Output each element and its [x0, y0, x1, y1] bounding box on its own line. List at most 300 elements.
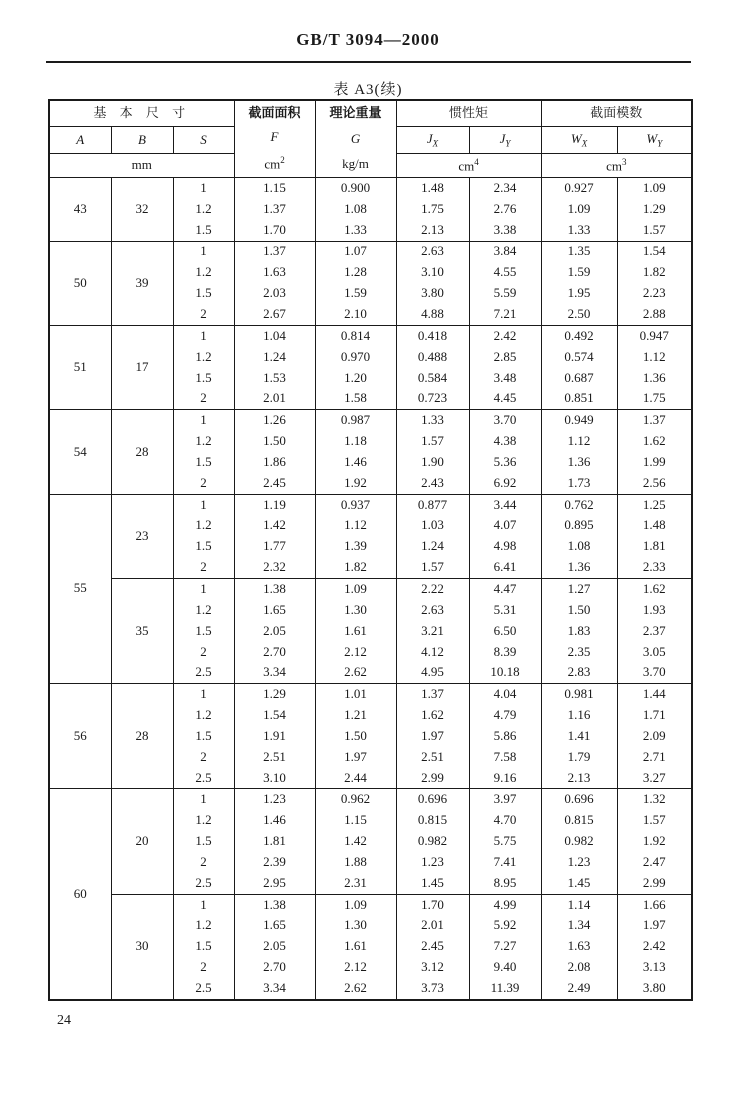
cell-Wx: 1.95: [541, 283, 617, 304]
header-modulus: 截面模数: [541, 100, 692, 127]
cell-G: 1.28: [315, 262, 396, 283]
cell-A: 54: [49, 410, 111, 494]
cell-Jx: 1.48: [396, 178, 469, 199]
cell-F: 1.42: [234, 516, 315, 537]
cell-S: 1.2: [173, 431, 234, 452]
cell-Wx: 0.982: [541, 831, 617, 852]
cell-F: 1.29: [234, 684, 315, 705]
cell-Jx: 2.22: [396, 579, 469, 600]
cell-Wy: 1.29: [617, 199, 692, 220]
cell-G: 0.987: [315, 410, 396, 431]
cell-Wx: 1.14: [541, 894, 617, 915]
cell-Wx: 1.36: [541, 452, 617, 473]
cell-Wx: 0.762: [541, 494, 617, 515]
cell-Jy: 5.86: [469, 726, 541, 747]
cell-Jy: 9.16: [469, 768, 541, 789]
cell-Jx: 1.57: [396, 431, 469, 452]
cell-Wy: 1.66: [617, 894, 692, 915]
cell-Jy: 2.34: [469, 178, 541, 199]
cell-Jy: 7.41: [469, 852, 541, 873]
cell-F: 1.37: [234, 199, 315, 220]
cell-S: 2: [173, 557, 234, 578]
cell-Wx: 1.41: [541, 726, 617, 747]
cell-G: 1.39: [315, 536, 396, 557]
cell-G: 1.33: [315, 220, 396, 241]
cell-Wy: 1.92: [617, 831, 692, 852]
cell-Jy: 2.85: [469, 347, 541, 368]
cell-Jx: 2.43: [396, 473, 469, 494]
header-area: [234, 100, 315, 178]
cell-S: 1.5: [173, 536, 234, 557]
cell-Jy: 3.84: [469, 241, 541, 262]
cell-Jx: 1.70: [396, 894, 469, 915]
cell-S: 1.5: [173, 726, 234, 747]
cell-F: 2.32: [234, 557, 315, 578]
cell-Wy: 2.09: [617, 726, 692, 747]
table-header: [49, 100, 692, 178]
cell-F: 3.10: [234, 768, 315, 789]
cell-S: 2: [173, 747, 234, 768]
cell-G: 2.12: [315, 642, 396, 663]
header-weight-symbol: G: [350, 130, 361, 146]
cell-Wx: 1.34: [541, 916, 617, 937]
cell-Wy: 2.42: [617, 936, 692, 957]
header-unit-cm4: $cm^4$: [396, 154, 541, 178]
cell-Wx: 0.895: [541, 516, 617, 537]
cell-Jx: 1.33: [396, 410, 469, 431]
header-col-B: B: [111, 127, 173, 154]
cell-F: 2.51: [234, 747, 315, 768]
header-unit-cm3: $cm^3$: [541, 154, 692, 178]
cell-G: 1.61: [315, 621, 396, 642]
cell-F: 1.86: [234, 452, 315, 473]
cell-S: 1.2: [173, 516, 234, 537]
cell-F: 1.70: [234, 220, 315, 241]
cell-Jx: 1.62: [396, 705, 469, 726]
table-row: [49, 789, 692, 810]
cell-Wx: 0.574: [541, 347, 617, 368]
cell-Wy: 2.23: [617, 283, 692, 304]
cell-S: 2: [173, 957, 234, 978]
cell-Jy: 3.44: [469, 494, 541, 515]
header-unit-mm: mm: [49, 154, 234, 178]
cell-B: 30: [111, 894, 173, 1000]
cell-F: 1.15: [234, 178, 315, 199]
cell-G: 1.92: [315, 473, 396, 494]
cell-G: 2.31: [315, 873, 396, 894]
cell-S: 1.2: [173, 916, 234, 937]
cell-Jx: 1.24: [396, 536, 469, 557]
cell-Jy: 4.04: [469, 684, 541, 705]
table-row: [49, 410, 692, 431]
cell-Wx: 0.949: [541, 410, 617, 431]
cell-Jy: 5.75: [469, 831, 541, 852]
cell-S: 1: [173, 325, 234, 346]
cell-Wy: 1.62: [617, 579, 692, 600]
table-caption: 表 A3(续): [333, 82, 403, 98]
cell-F: 2.05: [234, 936, 315, 957]
title-rule: [46, 61, 691, 63]
cell-Jx: 3.10: [396, 262, 469, 283]
cell-F: 1.23: [234, 789, 315, 810]
cell-Jx: 1.45: [396, 873, 469, 894]
cell-Wy: 3.05: [617, 642, 692, 663]
cell-Wy: 1.37: [617, 410, 692, 431]
cell-Wx: 1.63: [541, 936, 617, 957]
cell-F: 2.01: [234, 388, 315, 409]
cell-G: 1.01: [315, 684, 396, 705]
cell-S: 1: [173, 241, 234, 262]
cell-Jy: 5.92: [469, 916, 541, 937]
cell-Wy: 1.09: [617, 178, 692, 199]
cell-G: 0.900: [315, 178, 396, 199]
cell-G: 2.62: [315, 978, 396, 1000]
cell-Wy: 0.947: [617, 325, 692, 346]
cell-Jy: 11.39: [469, 978, 541, 1000]
header-inertia: 惯性矩: [396, 100, 541, 127]
cell-S: 2: [173, 473, 234, 494]
header-area-symbol: F: [270, 129, 279, 145]
cell-A: 43: [49, 178, 111, 242]
cell-S: 2: [173, 388, 234, 409]
cell-Wx: 0.687: [541, 368, 617, 389]
cell-Wy: 2.47: [617, 852, 692, 873]
cell-F: 1.91: [234, 726, 315, 747]
cell-Jy: 5.31: [469, 600, 541, 621]
cell-Wy: 1.25: [617, 494, 692, 515]
cell-Wy: 2.71: [617, 747, 692, 768]
cell-A: 50: [49, 241, 111, 325]
cell-Jy: 4.07: [469, 516, 541, 537]
cell-Jy: 4.47: [469, 579, 541, 600]
cell-S: 1.2: [173, 810, 234, 831]
cell-Jy: 4.79: [469, 705, 541, 726]
cell-S: 1: [173, 494, 234, 515]
cell-S: 1.5: [173, 452, 234, 473]
cell-S: 1: [173, 684, 234, 705]
cell-F: 1.77: [234, 536, 315, 557]
cell-Jx: 0.696: [396, 789, 469, 810]
section-dimension-table: [48, 99, 693, 1001]
cell-F: 2.39: [234, 852, 315, 873]
cell-S: 2.5: [173, 662, 234, 683]
cell-F: 2.05: [234, 621, 315, 642]
cell-Wy: 1.57: [617, 810, 692, 831]
cell-G: 1.09: [315, 894, 396, 915]
cell-Wx: 2.49: [541, 978, 617, 1000]
cell-Wy: 3.27: [617, 768, 692, 789]
cell-Wx: 0.492: [541, 325, 617, 346]
cell-Jx: 3.21: [396, 621, 469, 642]
cell-Wx: 1.23: [541, 852, 617, 873]
cell-Jx: 2.45: [396, 936, 469, 957]
header-col-Jy: $J_Y$: [469, 127, 541, 154]
cell-Wy: 1.99: [617, 452, 692, 473]
cell-Jx: 2.99: [396, 768, 469, 789]
cell-Wx: 1.79: [541, 747, 617, 768]
table-body: [49, 178, 692, 1000]
cell-Jx: 1.97: [396, 726, 469, 747]
cell-S: 2: [173, 304, 234, 325]
cell-Wx: 1.09: [541, 199, 617, 220]
cell-Wy: 1.71: [617, 705, 692, 726]
cell-B: 32: [111, 178, 173, 242]
cell-Wx: 0.851: [541, 388, 617, 409]
header-area-unit: $cm^2$: [264, 154, 285, 172]
cell-S: 1.2: [173, 600, 234, 621]
cell-G: 1.42: [315, 831, 396, 852]
cell-F: 1.46: [234, 810, 315, 831]
cell-Wx: 1.36: [541, 557, 617, 578]
cell-B: 39: [111, 241, 173, 325]
cell-S: 1.5: [173, 283, 234, 304]
cell-F: 3.34: [234, 662, 315, 683]
cell-F: 1.38: [234, 894, 315, 915]
cell-Wx: 2.08: [541, 957, 617, 978]
cell-F: 1.50: [234, 431, 315, 452]
cell-S: 2.5: [173, 978, 234, 1000]
cell-G: 2.62: [315, 662, 396, 683]
cell-B: 20: [111, 789, 173, 894]
cell-G: 2.10: [315, 304, 396, 325]
cell-Jx: 0.584: [396, 368, 469, 389]
cell-Jy: 5.36: [469, 452, 541, 473]
table-row: [49, 325, 692, 346]
cell-G: 1.21: [315, 705, 396, 726]
cell-Jx: 0.723: [396, 388, 469, 409]
cell-Wy: 1.32: [617, 789, 692, 810]
cell-S: 1.5: [173, 220, 234, 241]
cell-Wx: 1.12: [541, 431, 617, 452]
cell-S: 2.5: [173, 768, 234, 789]
cell-Jy: 4.70: [469, 810, 541, 831]
cell-Wx: 1.50: [541, 600, 617, 621]
cell-Wx: 1.59: [541, 262, 617, 283]
cell-G: 2.12: [315, 957, 396, 978]
cell-A: 55: [49, 494, 111, 684]
cell-G: 0.970: [315, 347, 396, 368]
cell-G: 1.30: [315, 600, 396, 621]
cell-Jx: 0.982: [396, 831, 469, 852]
cell-Wy: 1.36: [617, 368, 692, 389]
standard-code: GB/T 3094—2000: [296, 30, 440, 49]
cell-Jy: 2.42: [469, 325, 541, 346]
cell-Jx: 3.73: [396, 978, 469, 1000]
cell-G: 2.44: [315, 768, 396, 789]
cell-Jy: 3.38: [469, 220, 541, 241]
cell-Wy: 2.88: [617, 304, 692, 325]
cell-G: 1.30: [315, 916, 396, 937]
cell-G: 0.962: [315, 789, 396, 810]
cell-G: 1.97: [315, 747, 396, 768]
cell-Wy: 1.82: [617, 262, 692, 283]
cell-Wx: 1.35: [541, 241, 617, 262]
cell-G: 1.12: [315, 516, 396, 537]
cell-Wx: 0.696: [541, 789, 617, 810]
cell-S: 1.2: [173, 347, 234, 368]
cell-G: 1.59: [315, 283, 396, 304]
cell-Wy: 2.56: [617, 473, 692, 494]
cell-Jx: 0.418: [396, 325, 469, 346]
cell-Wx: 1.83: [541, 621, 617, 642]
cell-G: 1.15: [315, 810, 396, 831]
cell-Wx: 2.35: [541, 642, 617, 663]
cell-Jy: 4.45: [469, 388, 541, 409]
table-row: [49, 241, 692, 262]
cell-S: 1: [173, 579, 234, 600]
cell-Jy: 3.70: [469, 410, 541, 431]
cell-F: 1.63: [234, 262, 315, 283]
cell-Wy: 3.80: [617, 978, 692, 1000]
cell-Wx: 1.27: [541, 579, 617, 600]
cell-Jx: 2.63: [396, 241, 469, 262]
cell-G: 1.58: [315, 388, 396, 409]
cell-F: 1.19: [234, 494, 315, 515]
cell-Wy: 1.54: [617, 241, 692, 262]
cell-Jy: 7.58: [469, 747, 541, 768]
cell-B: 28: [111, 684, 173, 789]
cell-A: 60: [49, 789, 111, 1000]
cell-F: 1.65: [234, 600, 315, 621]
cell-Wx: 0.927: [541, 178, 617, 199]
cell-B: 35: [111, 579, 173, 684]
cell-A: 51: [49, 325, 111, 409]
cell-G: 1.82: [315, 557, 396, 578]
cell-Jx: 4.12: [396, 642, 469, 663]
cell-G: 1.61: [315, 936, 396, 957]
cell-G: 1.07: [315, 241, 396, 262]
cell-S: 1.2: [173, 199, 234, 220]
cell-Jy: 4.98: [469, 536, 541, 557]
cell-Jy: 7.21: [469, 304, 541, 325]
table-row: [49, 178, 692, 199]
cell-Wy: 2.33: [617, 557, 692, 578]
cell-S: 1: [173, 178, 234, 199]
cell-Wy: 2.37: [617, 621, 692, 642]
cell-Jx: 2.01: [396, 916, 469, 937]
cell-G: 1.08: [315, 199, 396, 220]
cell-Jx: 4.95: [396, 662, 469, 683]
header-col-A: A: [49, 127, 111, 154]
cell-Jx: 0.877: [396, 494, 469, 515]
cell-Jy: 9.40: [469, 957, 541, 978]
cell-G: 1.20: [315, 368, 396, 389]
cell-Wy: 1.97: [617, 916, 692, 937]
cell-Wy: 3.70: [617, 662, 692, 683]
cell-Wx: 1.73: [541, 473, 617, 494]
cell-Jy: 6.41: [469, 557, 541, 578]
cell-Jx: 0.815: [396, 810, 469, 831]
cell-F: 1.24: [234, 347, 315, 368]
cell-Wx: 2.13: [541, 768, 617, 789]
header-basic-dims: 基 本 尺 寸: [49, 100, 234, 127]
cell-G: 1.88: [315, 852, 396, 873]
cell-Jx: 1.90: [396, 452, 469, 473]
cell-Wy: 1.12: [617, 347, 692, 368]
cell-Wy: 1.93: [617, 600, 692, 621]
cell-Wy: 1.57: [617, 220, 692, 241]
cell-Jx: 2.63: [396, 600, 469, 621]
table-row: [49, 494, 692, 515]
cell-F: 2.95: [234, 873, 315, 894]
cell-F: 2.67: [234, 304, 315, 325]
cell-Wx: 0.981: [541, 684, 617, 705]
cell-G: 1.46: [315, 452, 396, 473]
cell-Jy: 7.27: [469, 936, 541, 957]
cell-Jy: 6.50: [469, 621, 541, 642]
header-weight: [315, 100, 396, 178]
cell-S: 1.5: [173, 621, 234, 642]
cell-F: 2.70: [234, 642, 315, 663]
header-col-Wy: $W_Y$: [617, 127, 692, 154]
cell-B: 23: [111, 494, 173, 578]
cell-Jx: 2.51: [396, 747, 469, 768]
cell-S: 1: [173, 789, 234, 810]
cell-B: 28: [111, 410, 173, 494]
cell-S: 1.2: [173, 705, 234, 726]
cell-S: 2: [173, 642, 234, 663]
cell-Wy: 1.44: [617, 684, 692, 705]
header-col-S: S: [173, 127, 234, 154]
cell-Jx: 4.88: [396, 304, 469, 325]
cell-Jx: 1.57: [396, 557, 469, 578]
cell-Jy: 5.59: [469, 283, 541, 304]
cell-Jx: 1.03: [396, 516, 469, 537]
cell-Wx: 1.16: [541, 705, 617, 726]
cell-Jx: 2.13: [396, 220, 469, 241]
cell-F: 1.65: [234, 916, 315, 937]
cell-Jx: 0.488: [396, 347, 469, 368]
table-row: [49, 579, 692, 600]
cell-G: 1.18: [315, 431, 396, 452]
header-col-Jx: $J_X$: [396, 127, 469, 154]
cell-F: 1.37: [234, 241, 315, 262]
cell-F: 1.26: [234, 410, 315, 431]
cell-G: 1.09: [315, 579, 396, 600]
cell-F: 2.03: [234, 283, 315, 304]
table-row: [49, 894, 692, 915]
header-weight-unit: kg/m: [342, 155, 369, 171]
cell-B: 17: [111, 325, 173, 409]
cell-F: 1.53: [234, 368, 315, 389]
cell-Wy: 1.62: [617, 431, 692, 452]
cell-S: 1.2: [173, 262, 234, 283]
table-row: [49, 684, 692, 705]
cell-Wx: 2.50: [541, 304, 617, 325]
cell-F: 1.04: [234, 325, 315, 346]
cell-F: 2.70: [234, 957, 315, 978]
cell-Jy: 8.39: [469, 642, 541, 663]
cell-Wx: 1.33: [541, 220, 617, 241]
cell-F: 1.81: [234, 831, 315, 852]
cell-Jx: 1.23: [396, 852, 469, 873]
cell-Jx: 3.80: [396, 283, 469, 304]
cell-Jy: 10.18: [469, 662, 541, 683]
cell-S: 2.5: [173, 873, 234, 894]
cell-Wy: 3.13: [617, 957, 692, 978]
cell-S: 1.5: [173, 368, 234, 389]
cell-G: 0.814: [315, 325, 396, 346]
cell-Jy: 8.95: [469, 873, 541, 894]
header-area-title: 截面面积: [248, 104, 301, 120]
cell-Wx: 1.08: [541, 536, 617, 557]
cell-Wx: 2.83: [541, 662, 617, 683]
cell-A: 56: [49, 684, 111, 789]
cell-Jy: 3.48: [469, 368, 541, 389]
cell-Jy: 4.99: [469, 894, 541, 915]
cell-Jy: 4.55: [469, 262, 541, 283]
cell-Jx: 1.37: [396, 684, 469, 705]
